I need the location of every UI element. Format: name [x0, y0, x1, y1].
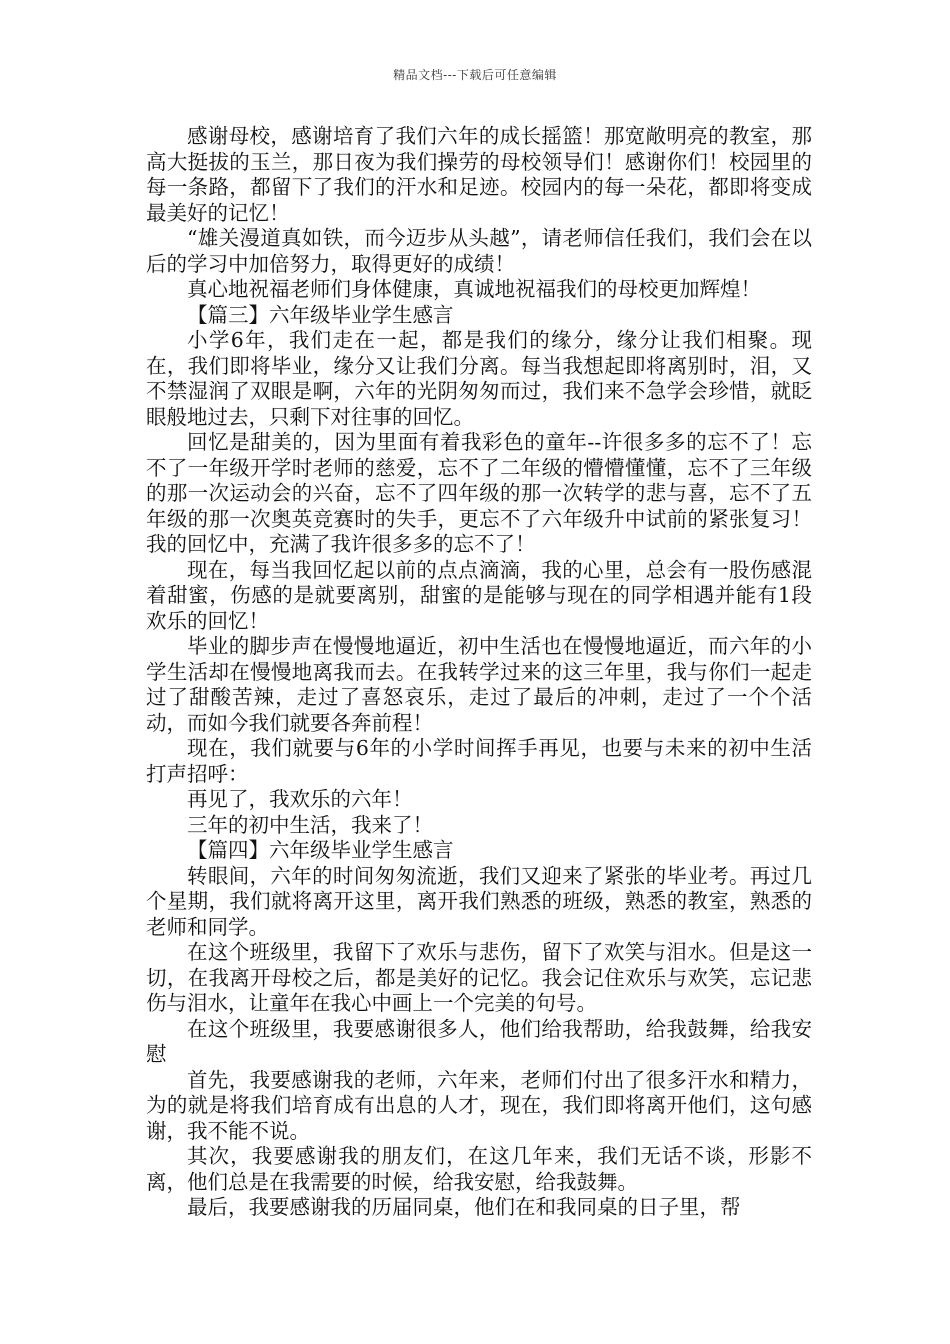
paragraph: 小学6年，我们走在一起，都是我们的缘分，缘分让我们相聚。现在，我们即将毕业，缘分又让我们分离。每当我想起即将离别时，泪，又不禁湿润了双眼是啊，六年的光阴匆匆而过，我们来不急学会珍惜，就眨眼般地过去，只剩下对往事的回忆。 [146, 328, 812, 429]
paragraph: 真心地祝福老师们身体健康，真诚地祝福我们的母校更加辉煌！ [187, 277, 761, 301]
paragraph: 毕业的脚步声在慢慢地逼近，初中生活也在慢慢地逼近，而六年的小学生活却在慢慢地离我而去。在我转学过来的这三年里，我与你们一起走过了甜酸苦辣，走过了喜怒哀乐，走过了最后的冲刺，走过了一个个活动，而如今我们就要各奔前程！ [146, 634, 812, 735]
paragraph: 再见了，我欢乐的六年！ [187, 787, 413, 811]
section-heading: 【篇四】六年级毕业学生感言 [187, 838, 454, 862]
page-header: 精品文档---下载后可任意编辑 [393, 68, 557, 82]
paragraph: 最后，我要感谢我的历届同桌，他们在和我同桌的日子里，帮 [187, 1195, 741, 1219]
paragraph: 其次，我要感谢我的朋友们，在这几年来，我们无话不谈，形影不离，他们总是在我需要的时候，给我安慰，给我鼓舞。 [146, 1144, 812, 1194]
document-body [146, 124, 812, 1221]
section-heading: 【篇三】六年级毕业学生感言 [187, 302, 454, 327]
paragraph: 现在，每当我回忆起以前的点点滴滴，我的心里，总会有一股伤感混着甜蜜，伤感的是就要离别，甜蜜的是能够与现在的同学相遇并能有1段欢乐的回忆！ [146, 557, 812, 633]
paragraph: “雄关漫道真如铁，而今迈步从头越”，请老师信任我们，我们会在以后的学习中加倍努力，取得更好的成绩！ [146, 226, 812, 276]
paragraph: 回忆是甜美的，因为里面有着我彩色的童年--许很多多的忘不了！忘不了一年级开学时老师的慈爱，忘不了二年级的懵懵懂懂，忘不了三年级的那一次运动会的兴奋，忘不了四年级的那一次转学的悲与喜，忘不了五年级的那一次奥英竞赛时的失手，更忘不了六年级升中试前的紧张复习！我的回忆中，充满了我许很多多的忘不了！ [146, 430, 812, 556]
paragraph: 三年的初中生活，我来了！ [187, 812, 433, 837]
paragraph: 感谢母校，感谢培育了我们六年的成长摇篮！那宽敞明亮的教室，那高大挺拔的玉兰，那日夜为我们操劳的母校领导们！感谢你们！校园里的每一条路，都留下了我们的汗水和足迹。校园内的每一朵花，都即将变成最美好的记忆！ [146, 124, 812, 225]
paragraph: 首先，我要感谢我的老师，六年来，老师们付出了很多汗水和精力，为的就是将我们培育成有出息的人才，现在，我们即将离开他们，这句感谢，我不能不说。 [146, 1067, 812, 1143]
paragraph: 现在，我们就要与6年的小学时间挥手再见，也要与未来的初中生活打声招呼： [146, 736, 812, 786]
paragraph: 转眼间，六年的时间匆匆流逝，我们又迎来了紧张的毕业考。再过几个星期，我们就将离开这里，离开我们熟悉的班级，熟悉的教室，熟悉的老师和同学。 [146, 863, 812, 939]
paragraph: 在这个班级里，我留下了欢乐与悲伤，留下了欢笑与泪水。但是这一切，在我离开母校之后，都是美好的记忆。我会记住欢乐与欢笑，忘记悲伤与泪水，让童年在我心中画上一个完美的句号。 [146, 940, 812, 1015]
paragraph: 在这个班级里，我要感谢很多人，他们给我帮助，给我鼓舞，给我安慰 [146, 1016, 812, 1066]
